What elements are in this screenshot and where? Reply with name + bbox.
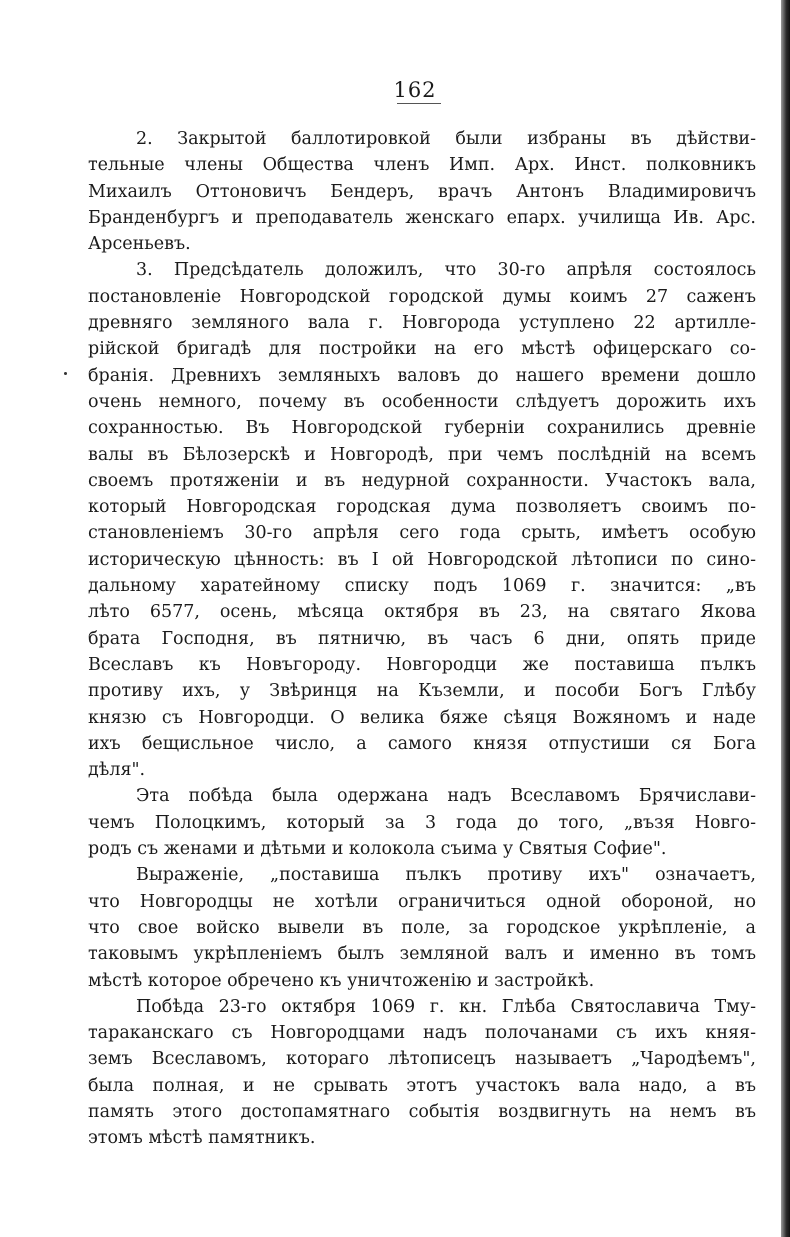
text-line: брата Господня, въ пятничю, въ часъ 6 дни, опять приде — [88, 628, 756, 649]
text-line: этомъ мѣстѣ памятникъ. — [88, 1128, 316, 1149]
page-edge-shadow — [781, 0, 790, 1237]
text-line: бранія. Древнихъ земляныхъ валовъ до нашего времени дошло — [88, 365, 756, 386]
text-line: память этого достопамятнаго событія воздвигнуть на немъ въ — [88, 1101, 756, 1122]
text-line: Всеславъ къ Новъгороду. Новгородци же поставиша пълкъ — [88, 654, 756, 675]
text-line: постановленіе Новгородской городской думы коимъ 27 саженъ — [88, 286, 756, 307]
text-line: ихъ бещисльное число, а самого князя отпустиши ся Бога — [88, 733, 756, 754]
text-line: историческую цѣнность: въ I ой Новгородской лѣтописи по сино- — [88, 549, 756, 570]
text-line: 3. Предсѣдатель доложилъ, что 30-го апрѣля состоялось — [136, 260, 756, 281]
page-number-rule — [397, 103, 441, 104]
text-line: тельные члены Общества членъ Имп. Арх. Инст. полковникъ — [88, 155, 756, 176]
text-line: князю съ Новгородци. О велика бяже сѣяця Вожяномъ и наде — [88, 707, 756, 728]
text-line: чемъ Полоцкимъ, который за 3 года до того, „възя Новго- — [88, 812, 756, 833]
text-line: противу ихъ, у Звѣринця на Къземли, и пособи Богъ Глѣбу — [88, 681, 756, 702]
text-line: тараканскаго съ Новгородцами надъ полочанами съ ихъ княя- — [88, 1023, 756, 1044]
text-line: мѣстѣ которое обречено къ уничтоженію и застройкѣ. — [88, 970, 595, 991]
text-line: была полная, и не срывать этотъ участокъ вала надо, а въ — [88, 1075, 756, 1096]
text-line: дальному харатейному списку подъ 1069 г. значится: „въ — [88, 576, 756, 597]
text-line: таковымъ укрѣпленіемъ былъ земляной валъ и именно въ томъ — [88, 944, 756, 965]
page-number: 162 — [393, 78, 437, 102]
text-line: Выраженіе, „поставиша пълкъ противу ихъ" означаетъ, — [136, 865, 756, 886]
paragraph-2 — [88, 257, 756, 783]
text-line: Бранденбургъ и преподаватель женскаго епарх. училища Ив. Арс. — [88, 207, 756, 228]
text-line: Эта побѣда была одержана надъ Всеславомъ Брячислави- — [136, 786, 756, 807]
paragraph-3 — [88, 783, 756, 862]
paragraph-4 — [88, 862, 756, 993]
text-line: земъ Всеславомъ, котораго лѣтописецъ называетъ „Чародѣемъ", — [88, 1049, 756, 1070]
text-line: 2. Закрытой баллотировкой были избраны въ дѣйстви- — [136, 129, 756, 149]
text-line: Михаилъ Оттоновичъ Бендеръ, врачъ Антонъ Владимировичъ — [88, 181, 756, 202]
text-line: что свое войско вывели въ поле, за городское укрѣпленіе, а — [88, 917, 756, 938]
text-line: рійской бригадѣ для постройки на его мѣстѣ офицерскаго со- — [88, 339, 756, 360]
document-body — [88, 126, 756, 1152]
text-line: лѣто 6577, осень, мѣсяца октября въ 23, на святаго Якова — [88, 602, 756, 623]
text-line: родъ съ женами и дѣтьми и колокола съима у Святыя Софие". — [88, 839, 667, 860]
text-line: дѣля". — [88, 760, 146, 781]
paragraph-1 — [88, 126, 756, 257]
text-line: сохранностью. Въ Новгородской губерніи сохранились древніе — [88, 418, 756, 439]
text-line: древняго земляного вала г. Новгорода уступлено 22 артилле- — [88, 313, 756, 334]
text-line: Побѣда 23-го октября 1069 г. кн. Глѣба Святославича Тму- — [136, 996, 756, 1017]
text-line: валы въ Бѣлозерскѣ и Новгородѣ, при чемъ послѣдній на всемъ — [88, 444, 756, 465]
text-line: своемъ протяженіи и въ недурной сохранности. Участокъ вала, — [88, 470, 756, 491]
margin-mark — [64, 372, 67, 375]
paragraph-5 — [88, 994, 756, 1152]
text-line: Арсеньевъ. — [88, 234, 191, 255]
text-line: что Новгородцы не хотѣли ограничиться одной обороной, но — [88, 891, 756, 912]
text-line: который Новгородская городская дума позволяетъ своимъ по- — [88, 497, 756, 518]
text-line: становленіемъ 30-го апрѣля сего года срыть, имѣетъ особую — [88, 523, 756, 544]
text-line: очень немного, почему въ особенности слѣдуетъ дорожить ихъ — [88, 391, 756, 412]
